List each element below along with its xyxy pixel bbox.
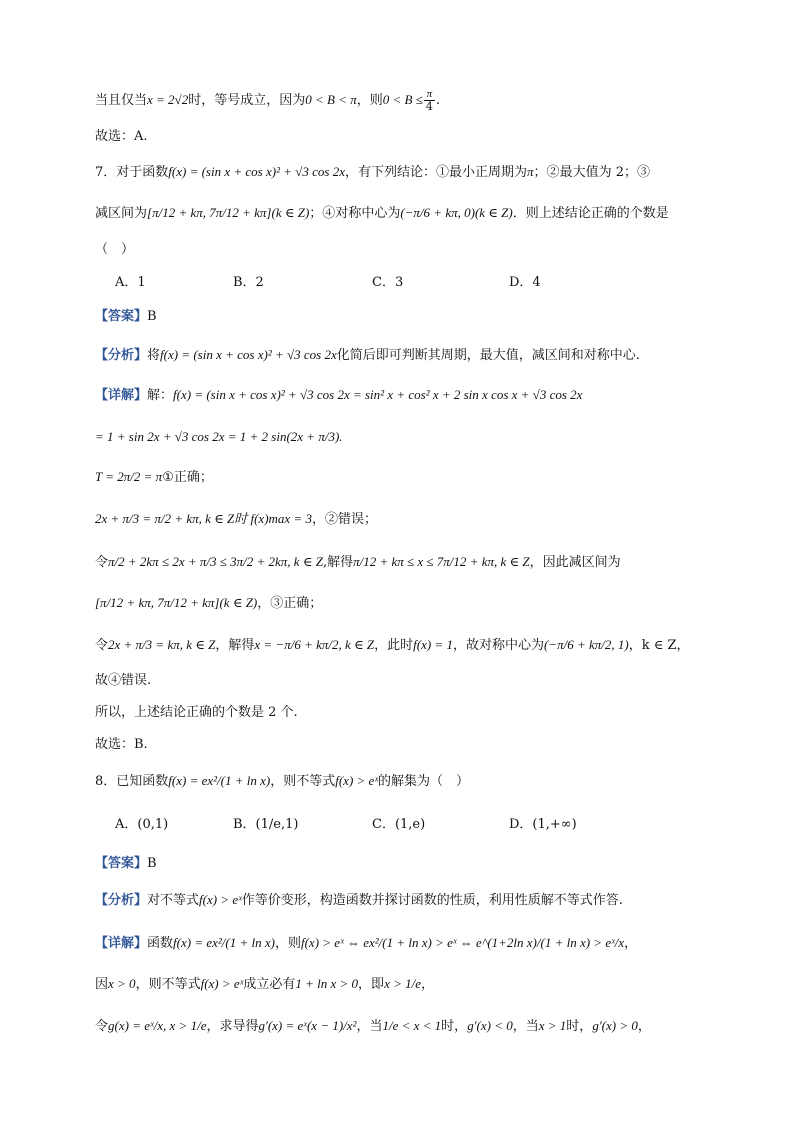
question-8-stem: 8．已知函数f(x) = ex²/(1 + ln x)，则不等式f(x) > eˣ的解集为（ ） <box>95 773 470 789</box>
answer-8: 【答案】B <box>95 856 157 871</box>
analysis-7: 【分析】将f(x) = (sin x + cos x)² + √3 cos 2x化简后即可判断其周期，最大值，减区间和对称中心. <box>95 347 640 363</box>
detail-8: 因x > 0，则不等式f(x) > eˣ成立必有1 + ln x > 0，即x > 1/e， <box>95 976 435 992</box>
math: f(x) = (sin x + cos x)² + √3 cos 2x = sin² x + cos² x + 2 sin x cos x + √3 cos 2x <box>173 387 583 402</box>
math: (−π/6 + kπ, 0)(k ∈ Z) <box>400 205 513 220</box>
math: f(x) = ex²/(1 + ln x) <box>168 773 271 788</box>
math: 2x + π/3 = kπ, k ∈ Z <box>108 637 216 652</box>
question-7-stem: 7．对于函数f(x) = (sin x + cos x)² + √3 cos 2x，有下列结论：①最小正周期为π；②最大值为 2；③ <box>95 164 650 180</box>
option-b: B．(1/e,1) <box>233 817 299 832</box>
detail-8: 令g(x) = eˣ/x, x > 1/e，求导得g′(x) = eˣ(x − 1)/x²，当1/e < x < 1时，g′(x) < 0，当x > 1时，g′(x) > 0， <box>95 1018 651 1034</box>
option-a: A．(0,1) <box>115 817 169 832</box>
text: 时，等号成立，因为 <box>188 93 306 108</box>
math: [π/12 + kπ, 7π/12 + kπ](k ∈ Z) <box>95 595 258 610</box>
math: x = 2√2 <box>147 92 189 107</box>
text-line: 当且仅当x = 2√2时，等号成立，因为0 < B < π，则0 < B ≤ $\frac{\pi}{4}$ . <box>95 88 440 113</box>
detail-7: 故选：B. <box>95 737 148 752</box>
answer-7: 【答案】B <box>95 309 157 324</box>
math: π/2 + 2kπ ≤ 2x + π/3 ≤ 3π/2 + 2kπ, k ∈ Z <box>108 554 323 569</box>
analysis-8: 【分析】对不等式f(x) > eˣ作等价变形，构造函数并探讨函数的性质，利用性质解不等式作答. <box>95 892 623 908</box>
option-b: B．2 <box>233 275 264 290</box>
math: [π/12 + kπ, 7π/12 + kπ](k ∈ Z) <box>147 205 310 220</box>
question-7-stem: 减区间为[π/12 + kπ, 7π/12 + kπ](k ∈ Z)；④对称中心为(−π/6 + kπ, 0)(k ∈ Z)．则上述结论正确的个数是 <box>95 205 669 221</box>
math: 2x + π/3 = π/2 + kπ, k ∈ Z时 f(x)max = 3 <box>95 511 312 526</box>
detail-7: 所以，上述结论正确的个数是 2 个. <box>95 705 298 720</box>
math: f(x) = ex²/(1 + ln x) <box>173 935 275 950</box>
option-d: D．(1,+∞) <box>509 817 577 832</box>
math: T = 2π/2 = π <box>95 469 163 484</box>
option-d: D．4 <box>509 275 541 290</box>
text: 当且仅当 <box>95 93 148 108</box>
detail-7: 2x + π/3 = π/2 + kπ, k ∈ Z时 f(x)max = 3，②错误； <box>95 511 377 527</box>
text: ，则 <box>356 93 383 108</box>
math: 0 < B ≤ <box>382 92 423 107</box>
math: f(x) > eˣ ⇔ ex²/(1 + ln x) > eˣ ⇔ e^(1+2ln x)/(1 + ln x) > eˣ/x <box>300 935 625 950</box>
detail-7: 【详解】解：f(x) = (sin x + cos x)² + √3 cos 2x = sin² x + cos² x + 2 sin x cos x + √3 cos 2x <box>95 387 583 403</box>
fraction: $\frac{\pi}{4}$ <box>425 88 433 113</box>
option-a: A．1 <box>115 275 146 290</box>
detail-8: 【详解】函数f(x) = ex²/(1 + ln x)，则f(x) > eˣ ⇔ ex²/(1 + ln x) > eˣ ⇔ e^(1+2ln x)/(1 + ln x) > eˣ/x， <box>95 935 638 951</box>
math: f(x) = (sin x + cos x)² + √3 cos 2x <box>160 347 337 362</box>
detail-7: 令2x + π/3 = kπ, k ∈ Z，解得x = −π/6 + kπ/2, k ∈ Z，此时f(x) = 1，故对称中心为(−π/6 + kπ/2, 1)，k ∈ Z， <box>95 637 690 653</box>
text-line <box>95 127 699 147</box>
math: 0 < B < π <box>305 92 357 107</box>
detail-7: 故④错误. <box>95 673 152 688</box>
math: f(x) = (sin x + cos x)² + √3 cos 2x <box>168 164 345 179</box>
detail-7 <box>95 427 699 448</box>
math: x = −π/6 + kπ/2, k ∈ Z <box>254 637 375 652</box>
detail-7: 令π/2 + 2kπ ≤ 2x + π/3 ≤ 3π/2 + 2kπ, k ∈ Z,解得π/12 + kπ ≤ x ≤ 7π/12 + kπ, k ∈ Z，因此减区间为 <box>95 554 621 570</box>
question-7-paren: （ ） <box>95 242 135 257</box>
option-c: C．3 <box>372 275 404 290</box>
detail-7: T = 2π/2 = π①正确； <box>95 469 213 485</box>
detail-7: [π/12 + kπ, 7π/12 + kπ](k ∈ Z)，③正确； <box>95 595 323 611</box>
math: = 1 + sin 2x + √3 cos 2x = 1 + 2 sin(2x + π/3). <box>95 429 343 444</box>
math: π/12 + kπ ≤ x ≤ 7π/12 + kπ, k ∈ Z <box>353 554 530 569</box>
text: 故选：A. <box>95 129 148 144</box>
option-c: C．(1,e) <box>372 817 426 832</box>
